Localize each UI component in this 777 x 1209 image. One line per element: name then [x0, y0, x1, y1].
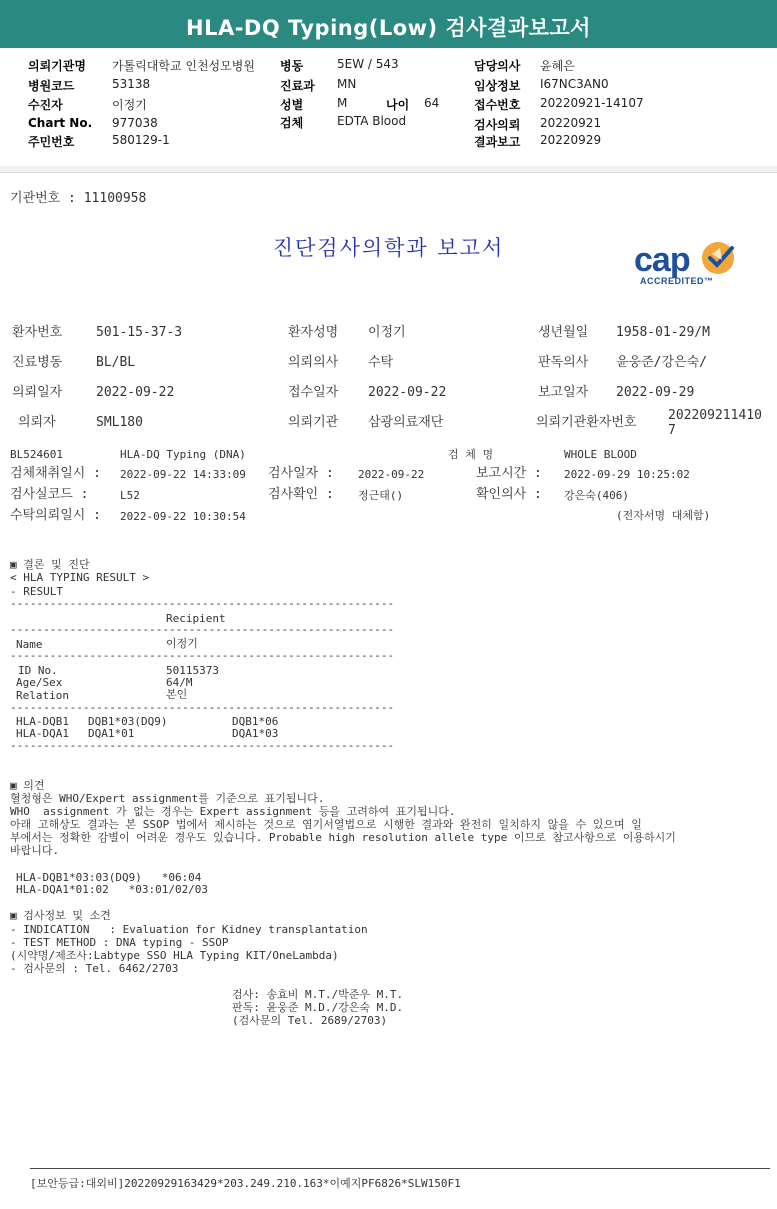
sex-value: M [337, 96, 348, 110]
rep-date-label: 보고일자 [538, 385, 589, 400]
dob-value: 1958-01-29/M [616, 325, 710, 340]
lab-room-value: L52 [120, 489, 140, 502]
age-label: 나이 [386, 98, 410, 112]
cap-accredited-logo [630, 240, 740, 290]
clinical-label: 임상정보 [474, 79, 521, 93]
opinion-section-title: ▣ 의견 [10, 779, 45, 792]
dqa1-label: HLA-DQA1 [16, 727, 69, 740]
age-value: 64 [424, 96, 440, 110]
indication-line: - INDICATION : Evaluation for Kidney transplantation [10, 923, 368, 936]
requester-label: 의뢰자 [18, 415, 56, 430]
collect-label: 검체채취일시 : [10, 466, 102, 481]
req-inst-pid-label: 의뢰기관환자번호 [536, 415, 637, 430]
request-value: 20220921 [540, 116, 602, 130]
rrn-value: 580129-1 [112, 133, 170, 147]
receipt-value: 20220921-14107 [540, 96, 644, 110]
name-row-value: 이정기 [166, 637, 198, 650]
allele-line-2: HLA-DQA1*01:02 *03:01/02/03 [16, 883, 209, 896]
requester-value: SML180 [96, 415, 143, 430]
institution-label: 의뢰기관명 [28, 59, 86, 73]
hospital-code-label: 병원코드 [28, 79, 75, 93]
req-inst-pid-value-2: 7 [668, 423, 676, 438]
consign-value: 2022-09-22 10:30:54 [120, 510, 246, 523]
ward-label: 병동 [280, 59, 304, 73]
institution-number: 기관번호 : 11100958 [10, 191, 147, 206]
specimen-label: 검체 [280, 116, 304, 130]
pid-value: 501-15-37-3 [96, 325, 183, 340]
dqb1-allele-b: DQB1*06 [232, 715, 279, 728]
rrn-label: 주민번호 [28, 135, 75, 149]
ward-code-value: BL/BL [96, 355, 136, 370]
sex-label: 성별 [280, 98, 304, 112]
lab-report-document [0, 172, 777, 1172]
security-stamp: [보안등급:대외비]20220929163429*203.249.210.163*이예지PF6826*SLW150F1 [30, 1177, 461, 1190]
patient-label: 수진자 [28, 98, 63, 112]
specimen-value: EDTA Blood [337, 114, 407, 128]
rep-date-value: 2022-09-29 [616, 385, 695, 400]
report-date-label: 결과보고 [474, 135, 521, 149]
result-rule-2: ---------------------------------------------------------- [10, 623, 395, 636]
request-label: 검사의뢰 [474, 118, 521, 132]
department-report-title: 진단검사의학과 보고서 [272, 236, 505, 260]
security-footer [30, 1168, 770, 1193]
reagent-line: (시약명/제조사:Labtype SSO HLA Typing KIT/OneLambda) [10, 949, 339, 962]
dqa1-allele-a: DQA1*01 [88, 727, 135, 740]
institution-value: 가톨릭대학교 인천성모병원 [112, 59, 255, 73]
dept-label: 진료과 [280, 79, 315, 93]
opinion-line-4: 부에서는 정확한 감별이 어려운 경우도 있습니다. Probable high resolution allele type 이므로 참고사항으로 이용하시기 [10, 831, 676, 844]
physician-label: 담당의사 [474, 59, 521, 73]
id-value: 50115373 [166, 664, 219, 677]
confirm-doctor-value: 강은숙(406) [564, 489, 629, 502]
chart-value: 977038 [112, 116, 158, 130]
specimen-name-value: WHOLE BLOOD [564, 448, 637, 461]
lab-room-label: 검사실코드 : [10, 487, 89, 502]
req-inst-pid-value-1: 202209211410 [668, 408, 762, 423]
report-banner [0, 0, 777, 48]
hospital-code-value: 53138 [112, 77, 151, 91]
result-sub-title: < HLA TYPING RESULT > [10, 571, 150, 584]
recipient-header: Recipient [166, 612, 226, 625]
test-name: HLA-DQ Typing (DNA) [120, 448, 246, 461]
rec-date-value: 2022-09-22 [368, 385, 447, 400]
relation-label: Relation [16, 689, 69, 702]
method-line: - TEST METHOD : DNA typing - SSOP [10, 936, 229, 949]
inquiry-line: - 검사문의 : Tel. 6462/2703 [10, 962, 179, 975]
chart-label: Chart No. [28, 116, 93, 130]
result-label: - RESULT [10, 585, 63, 598]
cap-badge-icon [700, 240, 740, 276]
report-time-value: 2022-09-29 10:25:02 [564, 468, 690, 481]
cap-logo-word: cap [634, 241, 690, 279]
confirm-doctor-label: 확인의사 : [476, 487, 542, 502]
receipt-label: 접수번호 [474, 98, 521, 112]
name-row-label: Name [16, 638, 43, 651]
ward-value: 5EW / 543 [337, 57, 399, 71]
clinical-value: I67NC3AN0 [540, 77, 609, 91]
opinion-line-5: 바랍니다. [10, 844, 60, 857]
result-rule-3: ---------------------------------------------------------- [10, 649, 395, 662]
specimen-name-label: 검 체 명 [448, 448, 494, 461]
collect-value: 2022-09-22 14:33:09 [120, 468, 246, 481]
relation-value: 본인 [166, 688, 188, 701]
confirm-value: 정근태() [358, 489, 404, 502]
pid-label: 환자번호 [12, 325, 63, 340]
cap-logo-accredited: ACCREDITED™ [640, 276, 714, 286]
id-label: ID No. [18, 664, 58, 677]
esign-note: (전자서명 대체함) [616, 509, 711, 522]
report-title: HLA-DQ Typing(Low) 검사결과보고서 [186, 16, 591, 40]
req-doctor-value: 수탁 [368, 355, 394, 370]
report-time-label: 보고시간 : [476, 466, 542, 481]
signature-read: 판독: 윤웅준 M.D./강은숙 M.D. [232, 1001, 404, 1014]
opinion-line-2: WHO assignment 가 없는 경우는 Expert assignment 등을 고려하여 표기됩니다. [10, 805, 456, 818]
patient-value: 이정기 [112, 98, 147, 112]
result-rule-4: ---------------------------------------------------------- [10, 701, 395, 714]
req-inst-label: 의뢰기관 [288, 415, 339, 430]
physician-value: 윤혜은 [540, 59, 575, 73]
test-date-label: 검사일자 : [268, 466, 334, 481]
rec-date-label: 접수일자 [288, 385, 339, 400]
patient-header [0, 48, 777, 168]
result-rule-1: ---------------------------------------------------------- [10, 597, 395, 610]
signature-tel: (검사문의 Tel. 2689/2703) [232, 1014, 388, 1027]
req-date-label: 의뢰일자 [12, 385, 63, 400]
result-section-title: ▣ 결론 및 진단 [10, 558, 90, 571]
agesex-label: Age/Sex [16, 676, 63, 689]
reader-label: 판독의사 [538, 355, 589, 370]
req-doctor-label: 의뢰의사 [288, 355, 339, 370]
dqb1-allele-a: DQB1*03(DQ9) [88, 715, 168, 728]
dqb1-label: HLA-DQB1 [16, 715, 69, 728]
opinion-line-1: 혈청형은 WHO/Expert assignment를 기준으로 표기됩니다. [10, 792, 325, 805]
dept-value: MN [337, 77, 357, 91]
confirm-label: 검사확인 : [268, 487, 334, 502]
agesex-value: 64/M [166, 676, 193, 689]
dob-label: 생년월일 [538, 325, 589, 340]
allele-line-1: HLA-DQB1*03:03(DQ9) *06:04 [16, 871, 202, 884]
reader-value: 윤웅준/강은숙/ [616, 355, 708, 370]
dqa1-allele-b: DQA1*03 [232, 727, 279, 740]
signature-exam: 검사: 송효비 M.T./박준우 M.T. [232, 988, 404, 1001]
report-date-value: 20220929 [540, 133, 602, 147]
opinion-line-3: 아래 고해상도 결과는 본 SSOP 법에서 제시하는 것으로 염기서열법으로 시행한 결과와 완전히 일치하지 않을 수 있으며 일 [10, 818, 642, 831]
req-date-value: 2022-09-22 [96, 385, 175, 400]
req-inst-value: 삼광의료재단 [368, 415, 444, 430]
test-date-value: 2022-09-22 [358, 468, 425, 481]
test-code: BL524601 [10, 448, 63, 461]
name-value: 이정기 [368, 325, 406, 340]
name-label: 환자성명 [288, 325, 339, 340]
result-rule-5: ---------------------------------------------------------- [10, 739, 395, 752]
testinfo-section-title: ▣ 검사정보 및 소견 [10, 909, 111, 922]
ward-code-label: 진료병동 [12, 355, 63, 370]
consign-label: 수탁의뢰일시 : [10, 508, 102, 523]
